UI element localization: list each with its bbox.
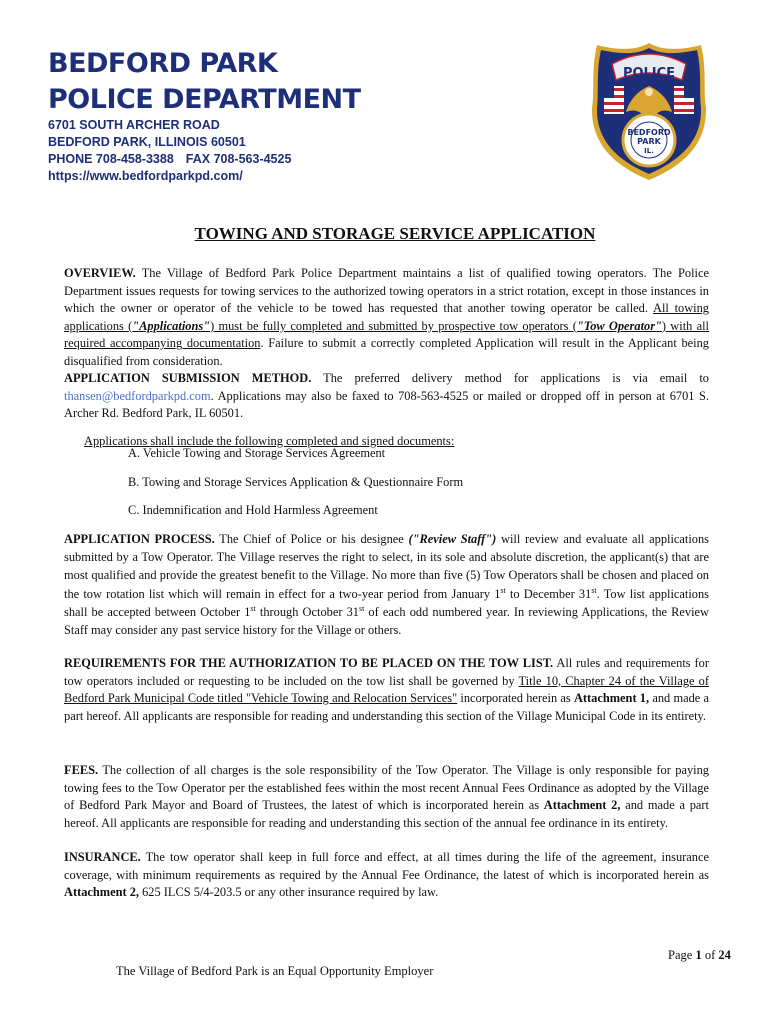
page-title: TOWING AND STORAGE SERVICE APPLICATION [194, 224, 596, 243]
overview-heading: OVERVIEW. [64, 266, 136, 280]
process-heading: APPLICATION PROCESS. [64, 532, 215, 546]
contact-block [48, 117, 291, 185]
badge-top-text: POLICE [622, 66, 676, 81]
badge-city-line2: PARK [637, 137, 661, 146]
process-paragraph: APPLICATION PROCESS. The Chief of Police or his designee ("Review Staff") will review and evaluate all applications submitted by a Tow Operator. The Village reserves the right to select, in its sole and absolute discretion, the applicant(s) that are most qualified and provide the greatest benefit to the Village. No more than five (5) Tow Operators shall be chosen and placed on the tow rotation list which will remain in effect for a two-year period from January 1st to December 31st. Tow list applications shall be accepted between October 1st through October 31st of each odd numbered year. In reviewing Applications, the Review Staff may consider any past service history for the Village or others. [64, 532, 710, 638]
fees-heading: FEES. [64, 763, 99, 777]
overview-section [64, 265, 709, 371]
flag-right-icon [674, 86, 694, 114]
department-name-line2: POLICE DEPARTMENT [48, 84, 361, 115]
police-badge-icon [590, 40, 708, 182]
address-line1: 6701 SOUTH ARCHER ROAD [48, 118, 220, 132]
phone-fax-line [48, 151, 291, 168]
fees-paragraph: FEES. The collection of all charges is the sole responsibility of the Tow Operator. The Village is only responsible for paying towing fees to the Tow Operator per the established fees within the most recent Annual Fees Ordinance as adopted by the Village of Bedford Park Mayor and Board of Trustees, the latest of which is incorporated herein as Attachment 2, and made a part hereof. All applicants are responsible for reading and understanding this section of the annual fee ordinance in its entirety. [64, 763, 709, 830]
requirements-heading: REQUIREMENTS FOR THE AUTHORIZATION TO BE PLACED ON THE TOW LIST. [64, 656, 554, 670]
badge-city-line1: BEDFORD [627, 128, 671, 137]
equal-opportunity-footer: The Village of Bedford Park is an Equal Opportunity Employer [116, 964, 434, 978]
submission-heading: APPLICATION SUBMISSION METHOD. [64, 371, 312, 385]
fees-section [64, 762, 709, 832]
list-item: B. Towing and Storage Services Application & Questionnaire Form [128, 475, 464, 489]
requirements-paragraph: REQUIREMENTS FOR THE AUTHORIZATION TO BE PLACED ON THE TOW LIST. All rules and requirements for tow operators included or requesting to be included on the tow list shall be governed by Title 10, Chapter 24 of the Village of Bedford Park Municipal Code titled "Vehicle Towing and Relocation Services" incorporated herein as Attachment 1, and made a part hereof. All applicants are responsible for reading and understanding this section of the Village Municipal Code in its entirety. [64, 656, 710, 723]
page-number: Page 1 of 24 [668, 948, 731, 962]
email-link[interactable]: thansen@bedfordparkpd.com [64, 388, 211, 403]
list-item: A. Vehicle Towing and Storage Services Agreement [128, 446, 386, 460]
submission-section [64, 370, 709, 450]
municipal-code-reference: Title 10, Chapter 24 of the Village of Bedford Park Municipal Code titled "Vehicle Towing and Relocation Services" [64, 673, 709, 706]
website-link[interactable]: https://www.bedfordparkpd.com/ [48, 169, 243, 183]
badge-state: IL. [644, 147, 654, 155]
department-name-line1: BEDFORD PARK [48, 48, 278, 79]
requirements-section [64, 655, 709, 725]
address-line2: BEDFORD PARK, ILLINOIS 60501 [48, 135, 246, 149]
process-section [64, 530, 709, 639]
insurance-section [64, 849, 709, 902]
insurance-paragraph: INSURANCE. The tow operator shall keep in full force and effect, at all times during the life of the agreement, insurance coverage, with minimum requirements as required by the Annual Fee Ordinance, the latest of which is incorporated herein as Attachment 2, 625 ILCS 5/4-203.5 or any other insurance required by law. [64, 850, 709, 900]
flag-left-icon [604, 86, 624, 114]
department-name [48, 46, 361, 118]
fax-number: FAX 708-563-4525 [185, 152, 292, 166]
list-item: C. Indemnification and Hold Harmless Agreement [128, 503, 378, 517]
submission-paragraph: APPLICATION SUBMISSION METHOD. The preferred delivery method for applications is via email to thansen@bedfordparkpd.com. Applications may also be faxed to 708-563-4525 or mailed or dropped off in person at 6701 S. Archer Rd. Bedford Park, IL 60501. [64, 371, 710, 421]
overview-paragraph: OVERVIEW. The Village of Bedford Park Police Department maintains a list of qualified towing operators. The Police Department issues requests for towing services to the authorized towing operators in a strict rotation, except in those instances in which the owner or operator of the vehicle to be towed has requested that another towing operator be called. All towing applications ("Applications") must be fully completed and submitted by prospective tow operators ("Tow Operator") with all required accompanying documentation. Failure to submit a correctly completed Application will result in the Applicant being disqualified from consideration. [64, 266, 709, 368]
phone-number: PHONE 708-458-3388 [48, 152, 174, 166]
insurance-heading: INSURANCE. [64, 850, 141, 864]
documents-list-intro: Applications shall include the following completed and signed documents: [84, 433, 455, 448]
